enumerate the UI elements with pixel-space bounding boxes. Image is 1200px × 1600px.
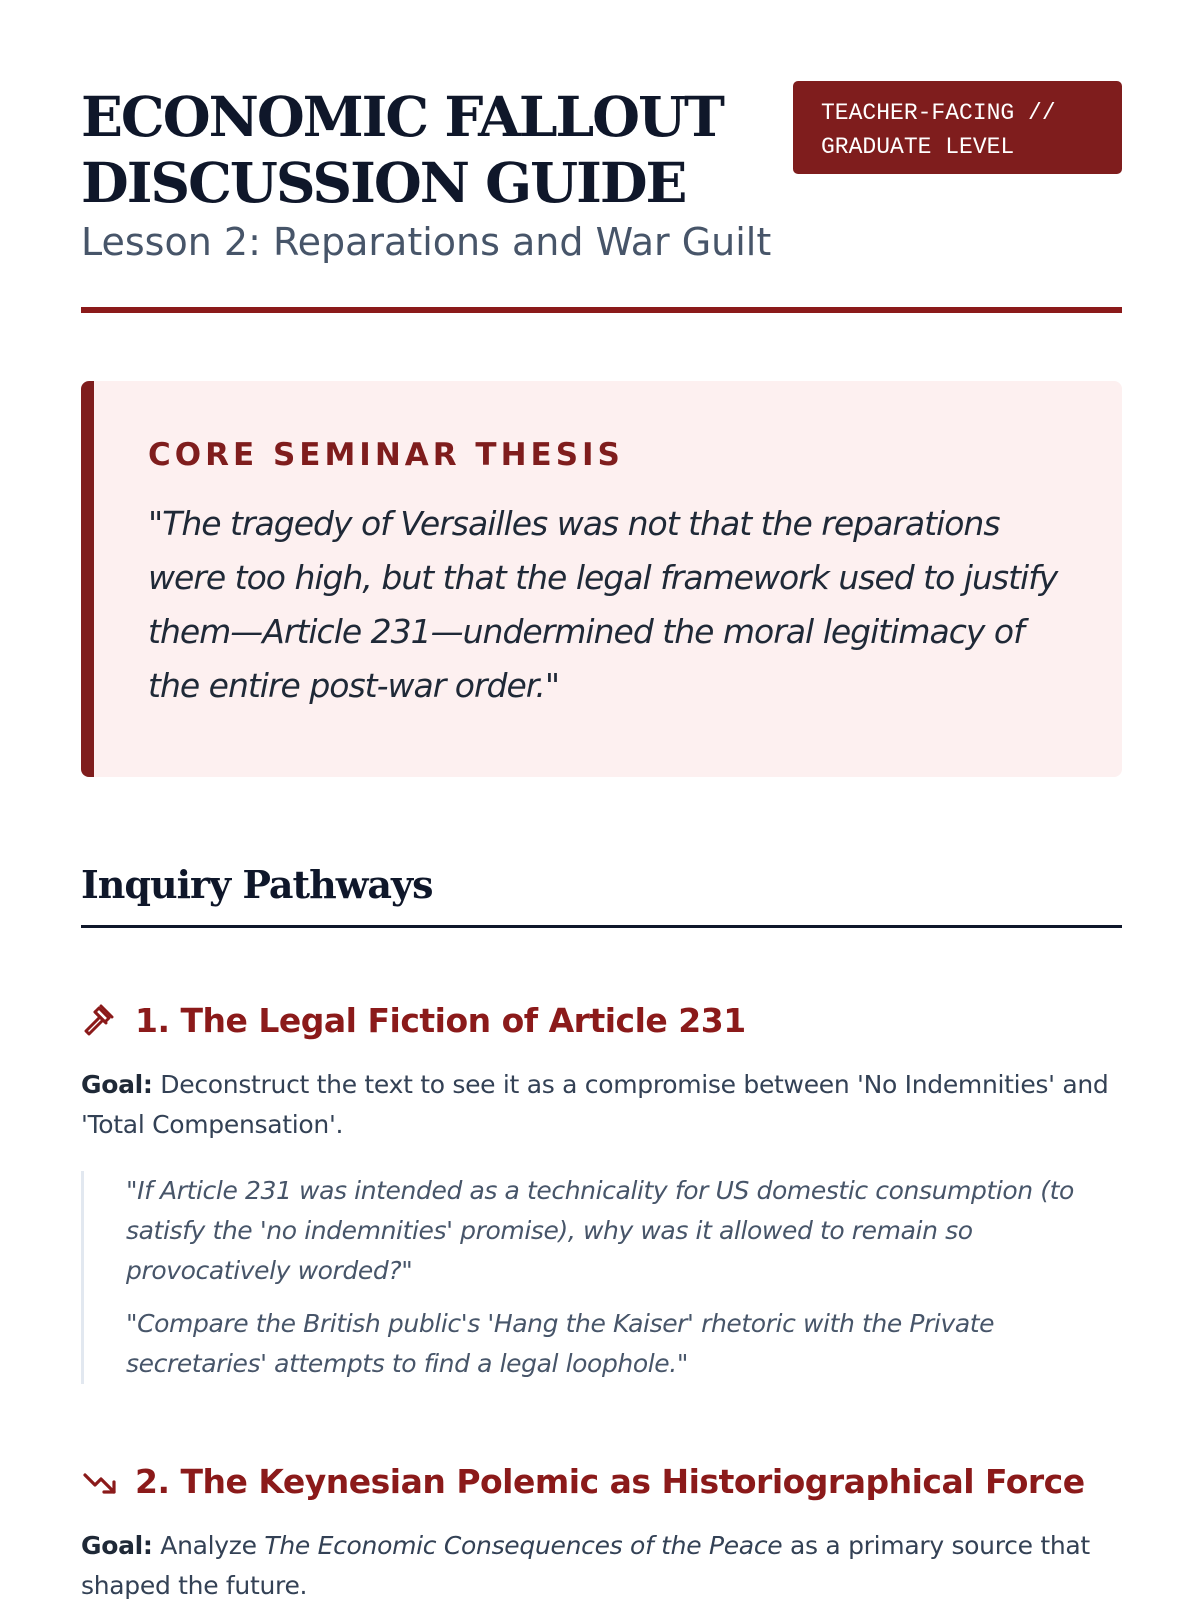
pathway-heading [81,996,1122,1044]
gavel-icon [81,1000,121,1040]
goal-label: Goal: [81,1531,153,1560]
page-subtitle: Lesson 2: Reparations and War Guilt [81,220,772,264]
page-header [81,0,1122,315]
badge-line-audience: TEACHER-FACING // [821,100,1056,126]
trending-down-icon [81,1461,121,1501]
core-thesis-callout [81,381,1122,777]
discussion-guide [81,0,1122,1600]
goal-text-lead: Analyze [160,1531,257,1560]
pathway-goal [81,1526,1122,1600]
pathway-keynesian-polemic [81,1457,1122,1600]
badge-line-level: GRADUATE LEVEL [821,134,1015,160]
header-divider [81,307,1122,313]
pathway-title: 2. The Keynesian Polemic as Historiographical Force [135,1461,1085,1501]
pathway-goal [81,1065,1122,1145]
goal-label: Goal: [81,1070,153,1099]
pathway-title: 1. The Legal Fiction of Article 231 [135,1000,746,1040]
section-divider [81,925,1122,928]
discussion-question: "Compare the British public's 'Hang the Kaiser' rhetoric with the Private secretaries' attempts to find a legal loophole." [126,1309,995,1378]
thesis-quote: "The tragedy of Versailles was not that the reparations were too high, but that the legal framework used to justify them—Article 231—undermined the moral legitimacy of the entire post-war order." [148,504,1058,705]
goal-book-title: The Economic Consequences of the Peace [264,1531,783,1560]
page-title: ECONOMIC FALLOUT DISCUSSION GUIDE [81,84,723,215]
pathway-heading [81,1457,1122,1505]
thesis-label: CORE SEMINAR THESIS [148,437,624,473]
goal-text: Deconstruct the text to see it as a compromise between 'No Indemnities' and 'Total Compensation'. [81,1070,1109,1139]
goal-text-tail: as a primary source that shaped the future. [81,1531,1090,1600]
discussion-question: "If Article 231 was intended as a technicality for US domestic consumption (to satisfy the 'no indemnities' promise), why was it allowed to remain so provocatively worded?" [126,1176,1074,1285]
audience-level-badge [793,81,1122,174]
pathway-article-231 [81,996,1122,1384]
discussion-questions [81,1171,1122,1384]
section-title-inquiry-pathways: Inquiry Pathways [81,862,433,907]
